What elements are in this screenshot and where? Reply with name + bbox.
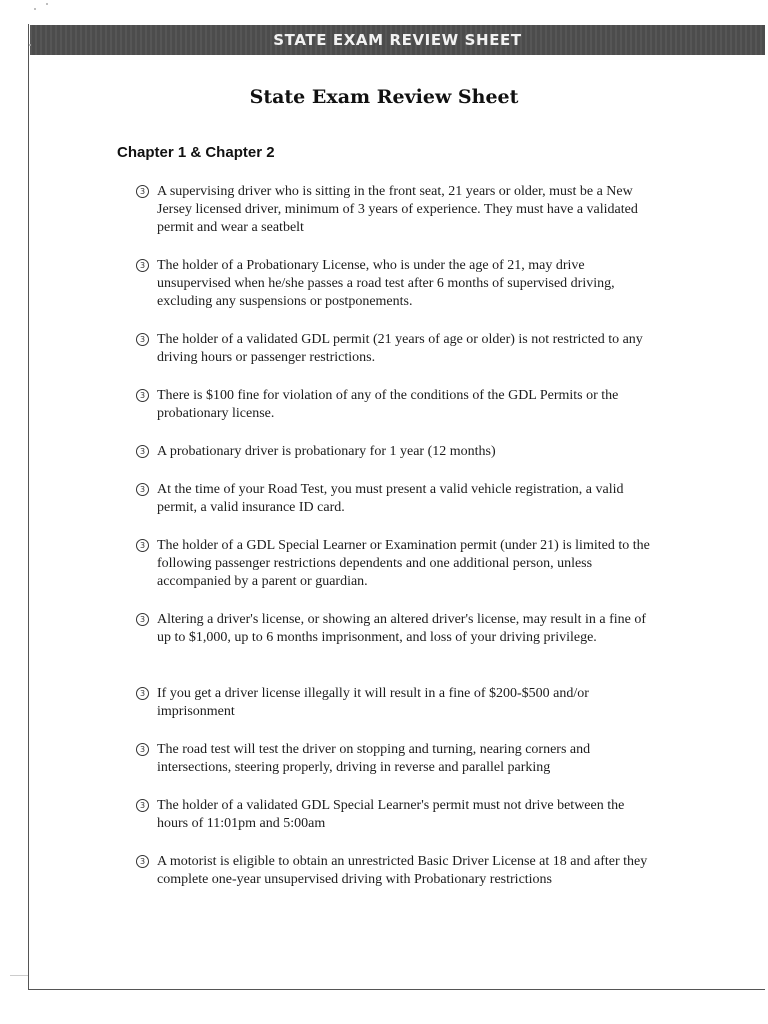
circled-number-icon: 3 [136, 259, 149, 272]
circled-number-icon: 3 [136, 445, 149, 458]
banner-title: STATE EXAM REVIEW SHEET [273, 31, 522, 49]
scan-speck [34, 8, 36, 10]
item-text: At the time of your Road Test, you must present a valid vehicle registration, a valid permit, a valid insurance ID card. [157, 482, 624, 515]
circled-number-icon: 3 [136, 389, 149, 402]
list-item [130, 611, 650, 666]
list-item [130, 685, 650, 722]
circled-number-icon: 3 [136, 185, 149, 198]
scan-speck [29, 44, 31, 46]
circled-number-icon: 3 [136, 799, 149, 812]
circled-number-icon: 3 [136, 687, 149, 700]
document-title: State Exam Review Sheet [249, 86, 519, 108]
list-item [130, 853, 650, 908]
list-item [130, 741, 650, 778]
circled-number-icon: 3 [136, 743, 149, 756]
list-item [130, 387, 650, 424]
review-list [130, 183, 650, 908]
circled-number-icon: 3 [136, 855, 149, 868]
scan-speck [10, 975, 28, 976]
item-text: The holder of a Probationary License, who is under the age of 21, may drive unsupervised when he/she passes a road test after 6 months of supervised driving, excluding any suspensions or postponements. [157, 258, 615, 309]
item-text: The holder of a validated GDL Special Learner's permit must not drive between the hours of 11:01pm and 5:00am [157, 798, 625, 831]
item-text: The road test will test the driver on stopping and turning, nearing corners and intersections, steering properly, driving in reverse and parallel parking [157, 742, 591, 775]
header-banner [30, 25, 765, 55]
item-text: A probationary driver is probationary for 1 year (12 months) [157, 444, 496, 459]
circled-number-icon: 3 [136, 539, 149, 552]
circled-number-icon: 3 [136, 333, 149, 346]
item-text: Altering a driver's license, or showing an altered driver's license, may result in a fine of up to $1,000, up to 6 months imprisonment, and loss of your driving privilege. [157, 612, 647, 645]
list-item [130, 257, 650, 312]
list-item [130, 331, 650, 368]
list-item [130, 537, 650, 592]
chapter-heading: Chapter 1 & Chapter 2 [117, 144, 275, 161]
item-text: There is $100 fine for violation of any of the conditions of the GDL Permits or the probationary license. [157, 388, 619, 421]
scan-speck [46, 3, 48, 5]
item-text: A supervising driver who is sitting in the front seat, 21 years or older, must be a New Jersey licensed driver, minimum of 3 years of experience. They must have a validated permit and wear a seatbelt [157, 184, 638, 235]
list-item [130, 481, 650, 518]
list-item [130, 797, 650, 834]
list-item [130, 443, 650, 462]
item-text: The holder of a GDL Special Learner or Examination permit (under 21) is limited to the following passenger restrictions dependents and one additional person, unless accompanied by a parent or guardian. [157, 538, 650, 589]
item-text: If you get a driver license illegally it will result in a fine of $200-$500 and/or imprisonment [157, 686, 589, 719]
list-item [130, 183, 650, 238]
circled-number-icon: 3 [136, 613, 149, 626]
item-text: The holder of a validated GDL permit (21 years of age or older) is not restricted to any driving hours or passenger restrictions. [157, 332, 643, 365]
item-text: A motorist is eligible to obtain an unrestricted Basic Driver License at 18 and after they complete one-year unsupervised driving with Probationary restrictions [157, 854, 648, 887]
circled-number-icon: 3 [136, 483, 149, 496]
